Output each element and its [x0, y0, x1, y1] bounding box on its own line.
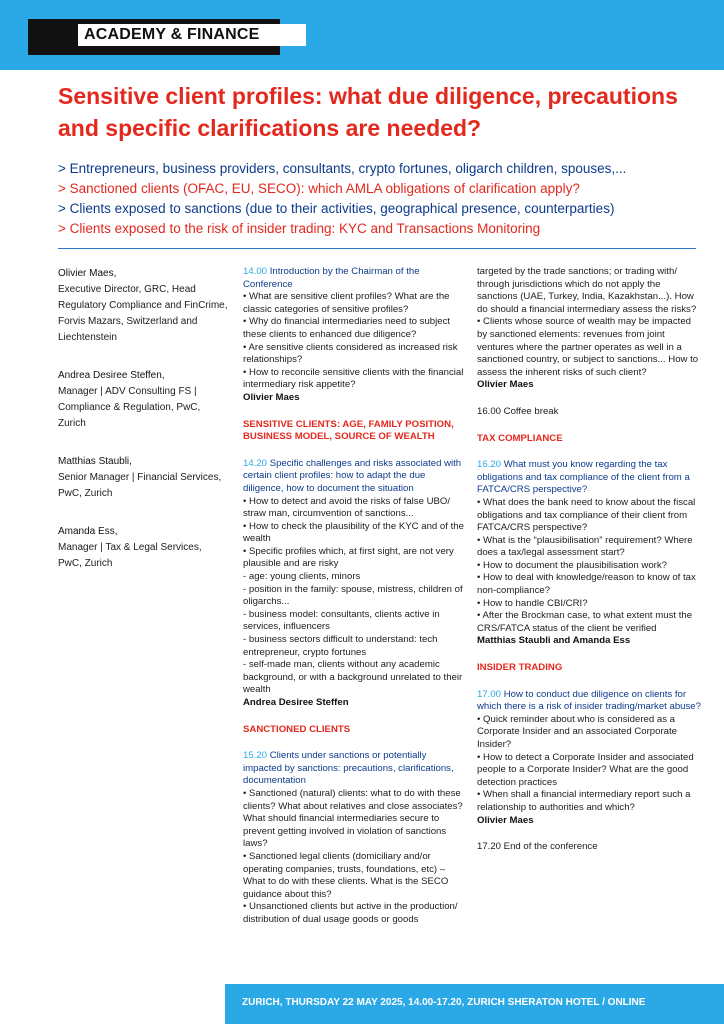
- session-speaker: Olivier Maes: [243, 391, 300, 403]
- program-column-2: [477, 266, 702, 868]
- key-topics-list: [58, 159, 713, 239]
- session-body: • Sanctioned (natural) clients: what to do with these clients? What about relatives and close associates? What should financial intermediaries secure to prevent getting involved in violation of sanctions laws? • Sanctioned legal clients (domiciliary and/or operating companies, trusts, foundations, etc) – What to do with these clients. What is the SECO guidance about this? • Unsanctioned clients but active in the production/ distribution of dual usage goods or goods: [243, 787, 463, 925]
- speaker-entry: [58, 524, 228, 572]
- session-time: 16.20: [477, 459, 502, 471]
- section-heading: SANCTIONED CLIENTS: [243, 723, 351, 735]
- event-info-banner: [225, 984, 724, 1024]
- session-body: • How to detect and avoid the risks of false UBO/ straw man, circumvention of sanctions... • How to check the plausibility of the KYC and of the wealth • Specific profiles which, at first sight, are not very plausible and are risky - age: young clients, minors - position in the family: spouse, mistress, children of oligarchs... - business model: consultants, clients active in services, influencers - business sectors difficult to understand: tech entrepreneur, crypto fortunes - self-made man, clients without any academic background, or with a background unrelated to their wealth: [243, 495, 464, 696]
- session-body: • What does the bank need to know about the fiscal obligations and tax compliance of their client from FATCA/CRS perspective? • What is the “plausibilisation” requirement? Where does a tax/legal assessment start? • How to document the plausibilisation work? • How to deal with knowledge/reason to know of tax non-compliance? • How to handle CBI/CRI? • After the Brockman case, to what extent must the CRS/FATCA status of the client be verified: [477, 496, 696, 634]
- session-time: 14.00: [243, 266, 268, 277]
- session-1520-continued: [477, 266, 702, 392]
- section-heading: INSIDER TRADING: [477, 662, 563, 674]
- session-title: What must you know regarding the tax obligations and tax compliance of the client from a FATCA/CRS perspective?: [477, 459, 690, 496]
- speaker-role: Manager | Tax & Legal Services, PwC, Zurich: [58, 542, 202, 569]
- session-time: 15.20: [243, 750, 268, 762]
- section-heading: TAX COMPLIANCE: [477, 432, 563, 444]
- session-1420: [243, 458, 465, 710]
- coffee-break: 16.00 Coffee break: [477, 405, 559, 417]
- session-speaker: Matthias Staubli and Amanda Ess: [477, 635, 631, 647]
- topic-item: > Entrepreneurs, business providers, consultants, crypto fortunes, oligarch children, spouses,...: [58, 161, 627, 176]
- speaker-role: Manager | ADV Consulting FS | Compliance & Regulation, PwC, Zurich: [58, 386, 201, 429]
- session-1520: [243, 750, 465, 926]
- speaker-role: Senior Manager | Financial Services, PwC, Zurich: [58, 472, 222, 499]
- speaker-entry: [58, 266, 228, 346]
- session-speaker: Andrea Desiree Steffen: [243, 697, 349, 708]
- session-title: Introduction by the Chairman of the Conference: [243, 266, 420, 290]
- speaker-name: Amanda Ess,: [58, 526, 118, 537]
- topic-item: > Sanctioned clients (OFAC, EU, SECO): which AMLA obligations of clarification apply?: [58, 181, 580, 196]
- page-title: Sensitive client profiles: what due diligence, precautions and specific clarifications are needed?: [58, 83, 678, 141]
- session-title: Specific challenges and risks associated with certain client profiles: how to adapt the due diligence, how to document the situation: [243, 457, 462, 494]
- session-time: 14.20: [243, 457, 268, 469]
- masthead-logo: [28, 19, 280, 55]
- event-info: ZURICH, THURSDAY 22 MAY 2025, 14.00-17.20, ZURICH SHERATON HOTEL / ONLINE: [242, 997, 646, 1008]
- divider: [58, 248, 696, 249]
- session-time: 17.00: [477, 688, 502, 700]
- speaker-name: Andrea Desiree Steffen,: [58, 370, 165, 381]
- topic-item: > Clients exposed to sanctions (due to their activities, geographical presence, counterparties): [58, 201, 615, 216]
- conference-end: 17.20 End of the conference: [477, 841, 598, 853]
- speaker-role: Executive Director, GRC, Head Regulatory Compliance and FinCrime, Forvis Mazars, Switzerland and Liechtenstein: [58, 284, 228, 343]
- masthead-title: ACADEMY & FINANCE: [78, 24, 306, 46]
- speaker-name: Olivier Maes,: [58, 268, 117, 279]
- session-title: How to conduct due diligence on clients for which there is a risk of insider trading/market abuse?: [477, 688, 701, 713]
- speaker-entry: [58, 454, 228, 502]
- section-heading: SENSITIVE CLIENTS: AGE, FAMILY POSITION, BUSINESS MODEL, SOURCE OF WEALTH: [243, 418, 454, 443]
- session-body-continued: targeted by the trade sanctions; or trading with/ through jurisdictions which do not apply the sanctions (UAE, Turkey, India, Kazakhstan...). How do should a financial intermediary assess the risks? • Clients whose source of wealth may be impacted by sanctioned elements: revenues from joint ventures where the partner operates as well in a sanctioned country, or subject to sanctions... How to assess the inherent risks of such client?: [477, 266, 699, 378]
- session-body: • Quick reminder about who is considered as a Corporate Insider and an associated Corporate Insider? • How to detect a Corporate Insider and associated people to a Corporate Insider? What are the good detection practices • When shall a financial intermediary report such a relationship to authorities and which?: [477, 713, 694, 813]
- speaker-entry: [58, 368, 228, 432]
- session-1620: [477, 459, 702, 648]
- topic-item: > Clients exposed to the risk of insider trading: KYC and Transactions Monitoring: [58, 221, 541, 236]
- session-speaker: Olivier Maes: [477, 814, 534, 826]
- session-speaker: Olivier Maes: [477, 379, 534, 391]
- session-1400: [243, 266, 465, 405]
- session-title: Clients under sanctions or potentially impacted by sanctions: precautions, clarifications, documentation: [243, 750, 454, 787]
- speaker-name: Matthias Staubli,: [58, 456, 132, 467]
- program-column-1: [243, 266, 465, 941]
- session-1700: [477, 689, 702, 828]
- speakers-column: [58, 266, 228, 594]
- session-body: • What are sensitive client profiles? What are the classic categories of sensitive profiles? • Why do financial intermediaries need to subject these clients to enhanced due diligence? • Are sensitive clients considered as increased risk relationships? • How to reconcile sensitive clients with the financial intermediary risk appetite?: [243, 291, 464, 391]
